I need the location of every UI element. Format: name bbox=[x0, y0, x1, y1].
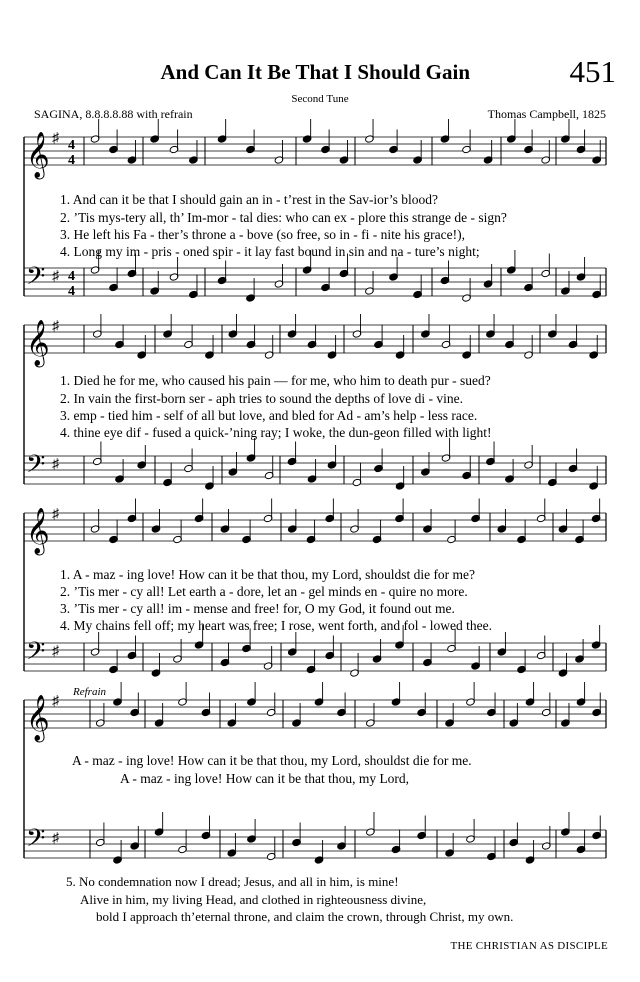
sharp-icon: ♯ bbox=[52, 643, 59, 659]
lyric-line: 4. thine eye dif - fused a quick-’ning ray; I woke, the dun-geon filled with light! bbox=[60, 425, 492, 440]
hymn-number: 451 bbox=[569, 54, 616, 89]
lyric-line: 4. Long my im - pris - oned spir - it lay fast bound in sin and na - ture’s night; bbox=[60, 244, 480, 259]
refrain-label: Refrain bbox=[73, 686, 106, 698]
treble-clef: 𝄞 bbox=[26, 508, 50, 554]
lyric-line: 2. ’Tis mys-tery all, th’ Im-mor - tal dies: who can ex - plore this strange de - sign? bbox=[60, 210, 507, 225]
lyric-line: 4. My chains fell off; my heart was free; I rose, went forth, and fol - lowed thee. bbox=[60, 618, 492, 633]
sharp-icon: ♯ bbox=[52, 830, 59, 846]
lyric-line: 1. And can it be that I should gain an in - t’rest in the Sav-ior’s blood? bbox=[60, 192, 439, 207]
sharp-icon: ♯ bbox=[52, 268, 59, 284]
sharp-icon: ♯ bbox=[52, 694, 59, 709]
lyric-line: A - maz - ing love! How can it be that thou, my Lord, shouldst die for me. bbox=[72, 753, 472, 768]
lyric-line: 3. ’Tis mer - cy all! im - mense and free! for, O my God, it found out me. bbox=[60, 601, 455, 616]
lyric-line: 3. emp - tied him - self of all but love, and bled for Ad - am’s help - less race. bbox=[60, 408, 478, 423]
lyric-line: 1. A - maz - ing love! How can it be that thou, my Lord, shouldst die for me? bbox=[60, 567, 476, 582]
sharp-icon: ♯ bbox=[52, 131, 59, 146]
composer-credit: Thomas Campbell, 1825 bbox=[487, 107, 606, 121]
stanza-5-line-2: Alive in him, my living Head, and clothed in righteousness divine, bbox=[80, 892, 427, 907]
lyric-line: 3. He left his Fa - ther’s throne a - bove (so free, so in - fi - nite his grace!), bbox=[60, 227, 465, 242]
treble-clef: 𝄞 bbox=[26, 320, 50, 366]
stanza-5-line-3: bold I approach th’eternal throne, and claim the crown, through Christ, my own. bbox=[96, 909, 514, 924]
treble-clef: 𝄞 bbox=[26, 695, 50, 741]
sharp-icon: ♯ bbox=[52, 456, 59, 472]
time-signature-bottom: 4 bbox=[68, 284, 75, 299]
time-signature-top: 4 bbox=[68, 138, 75, 153]
sharp-icon: ♯ bbox=[52, 507, 59, 522]
lyric-line: 2. ’Tis mer - cy all! Let earth a - dore, let an - gel minds en - quire no more. bbox=[60, 584, 468, 599]
tune-meter: SAGINA, 8.8.8.8.88 with refrain bbox=[34, 107, 193, 121]
hymn-title: And Can It Be That I Should Gain bbox=[160, 60, 470, 84]
time-signature-top: 4 bbox=[68, 269, 75, 284]
bass-clef: 𝄢 bbox=[26, 262, 46, 297]
bass-clef: 𝄢 bbox=[26, 824, 46, 859]
time-signature-bottom: 4 bbox=[68, 153, 75, 168]
bass-clef: 𝄢 bbox=[26, 637, 46, 672]
sharp-icon: ♯ bbox=[52, 319, 59, 334]
section-footer: THE CHRISTIAN AS DISCIPLE bbox=[450, 940, 608, 952]
tune-subtitle: Second Tune bbox=[291, 93, 349, 105]
lyric-line: 2. In vain the first-born ser - aph tries to sound the depths of love di - vine. bbox=[60, 391, 464, 406]
stanza-5-line-1: 5. No condemnation now I dread; Jesus, and all in him, is mine! bbox=[66, 874, 399, 889]
treble-clef: 𝄞 bbox=[26, 132, 50, 178]
bass-clef: 𝄢 bbox=[26, 450, 46, 485]
lyric-line: A - maz - ing love! How can it be that thou, my Lord, bbox=[120, 771, 410, 786]
lyric-line: 1. Died he for me, who caused his pain — for me, who him to death pur - sued? bbox=[60, 373, 491, 388]
